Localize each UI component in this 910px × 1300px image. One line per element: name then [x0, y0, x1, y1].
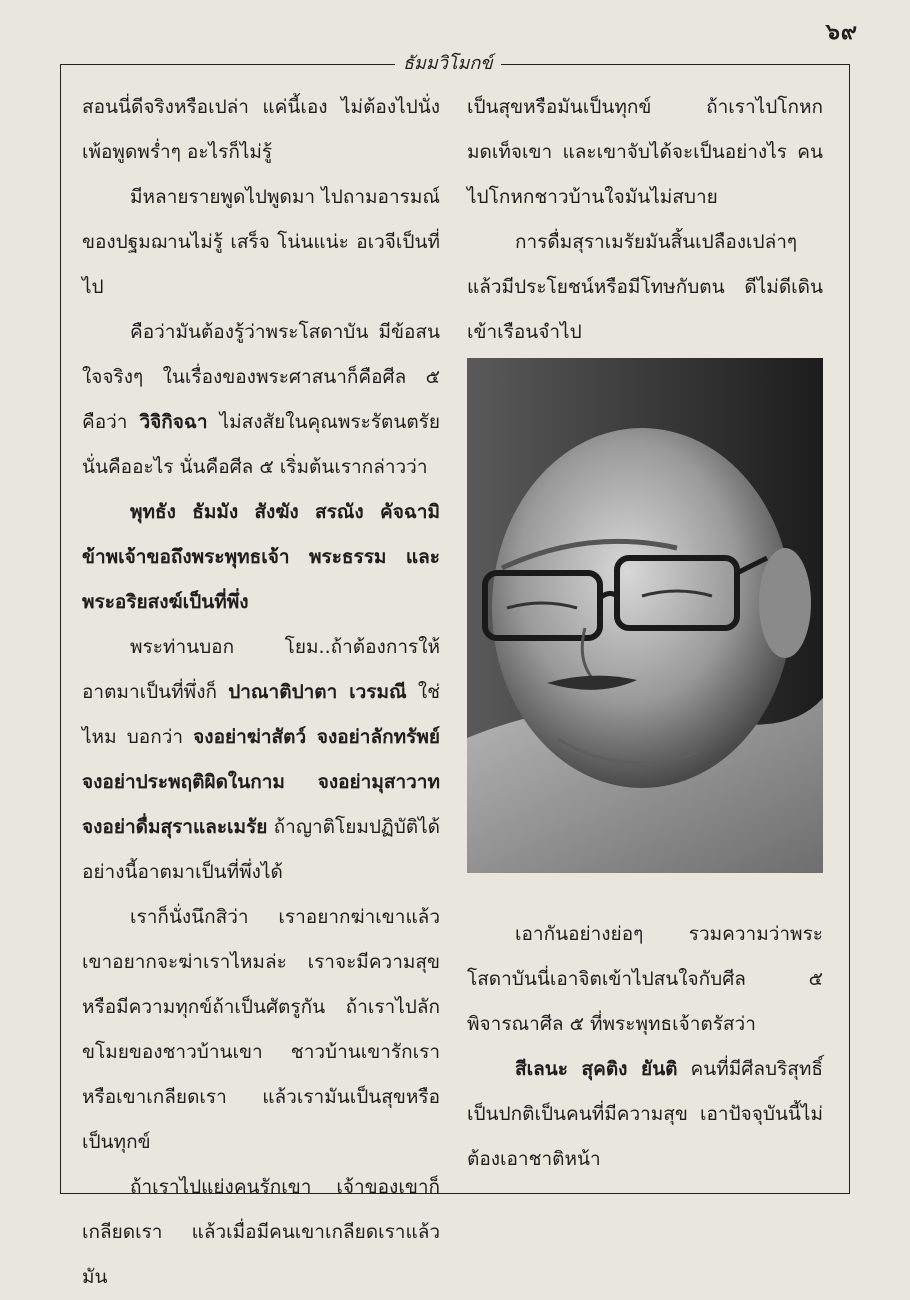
portrait-illustration: [467, 358, 823, 873]
paragraph: มีหลายรายพูดไปพูดมา ไปถามอารมณ์ของปฐมฌานไม่รู้ เสร็จ โน่นแน่ะ อเวจีเป็นที่ไป: [82, 186, 440, 298]
bold-term: วิจิกิจฉา: [139, 411, 208, 433]
text-run: คือว่ามันต้องรู้ว่าพระโสดาบัน มีข้อสนใจจริงๆ ในเรื่องของพระศาสนาก็คือศีล ๕ คือว่า: [82, 321, 440, 433]
paragraph: การดื่มสุราเมรัยมันสิ้นเปลืองเปล่าๆ แล้วมีประโยชน์หรือมีโทษกับตน ดีไม่ดีเดินเข้าเรือนจำไป: [467, 231, 823, 343]
paragraph: เราก็นั่งนึกสิว่า เราอยากฆ่าเขาแล้วเขาอยากจะฆ่าเราไหมล่ะ เราจะมีความสุขหรือมีความทุกข์ถ้าเป็นศัตรูกัน ถ้าเราไปลักขโมยของชาวบ้านเขา ชาวบ้านเขารักเราหรือเขาเกลียดเรา แล้วเรามันเป็นสุขหรือเป็นทุกข์: [82, 906, 440, 1153]
page-number: ๖๙: [825, 20, 858, 45]
paragraph: เป็นสุขหรือมันเป็นทุกข์ ถ้าเราไปโกหกมดเท็จเขา และเขาจับได้จะเป็นอย่างไร คนไปโกหกชาวบ้านใจมันไม่สบาย: [467, 96, 823, 208]
text-run: คนที่มีศีลบริสุทธิ์เป็นปกติเป็นคนที่มีความสุข เอาปัจจุบันนี้ไม่ต้องเอาชาติหน้า: [467, 1058, 823, 1170]
left-column: [82, 85, 440, 1300]
right-column-bottom: [467, 912, 823, 1182]
text-run: พระท่านบอก โยม..ถ้าต้องการให้อาตมาเป็นที่พึ่งก็: [82, 636, 440, 703]
paragraph: [82, 625, 440, 895]
paragraph: เอากันอย่างย่อๆ รวมความว่าพระโสดาบันนี่เอาจิตเข้าไปสนใจกับศีล ๕ พิจารณาศีล ๕ ที่พระพุทธเจ้าตรัสว่า: [467, 923, 823, 1035]
bold-term: สีเลนะ สุคติง ยันติ: [515, 1058, 678, 1080]
right-column-top: [467, 85, 823, 355]
paragraph: [467, 1047, 823, 1182]
running-header-title: ธัมมวิโมกข์: [395, 48, 501, 77]
bold-term: ปาณาติปาตา เวรมณี: [228, 681, 407, 703]
paragraph: [82, 310, 440, 490]
paragraph: ถ้าเราไปแย่งคนรักเขา เจ้าของเขาก็เกลียดเรา แล้วเมื่อมีคนเขาเกลียดเราแล้วมัน: [82, 1176, 440, 1288]
paragraph: สอนนี่ดีจริงหรือเปล่า แค่นี้เอง ไม่ต้องไปนั่งเพ้อพูดพร่ำๆ อะไรก็ไม่รู้: [82, 96, 440, 163]
text-run: ใช่ไหม บอกว่า: [82, 681, 440, 748]
text-run: ถ้าญาติโยมปฏิบัติได้อย่างนี้อาตมาเป็นที่พึ่งได้: [82, 816, 440, 883]
text-run: ไม่สงสัยในคุณพระรัตนตรัย นั่นคืออะไร นั่นคือศีล ๕ เริ่มต้นเรากล่าวว่า: [82, 411, 440, 478]
monk-portrait-photo: [467, 358, 823, 873]
bold-term: จงอย่าฆ่าสัตว์ จงอย่าลักทรัพย์ จงอย่าประพฤติผิดในกาม จงอย่ามุสาวาท จงอย่าดื่มสุราและเมรัย: [82, 726, 440, 838]
bold-paragraph: พุทธัง ธัมมัง สังฆัง สรณัง คัจฉามิ ข้าพเจ้าขอถึงพระพุทธเจ้า พระธรรม และพระอริยสงฆ์เป็นที่พึ่ง: [82, 501, 440, 613]
